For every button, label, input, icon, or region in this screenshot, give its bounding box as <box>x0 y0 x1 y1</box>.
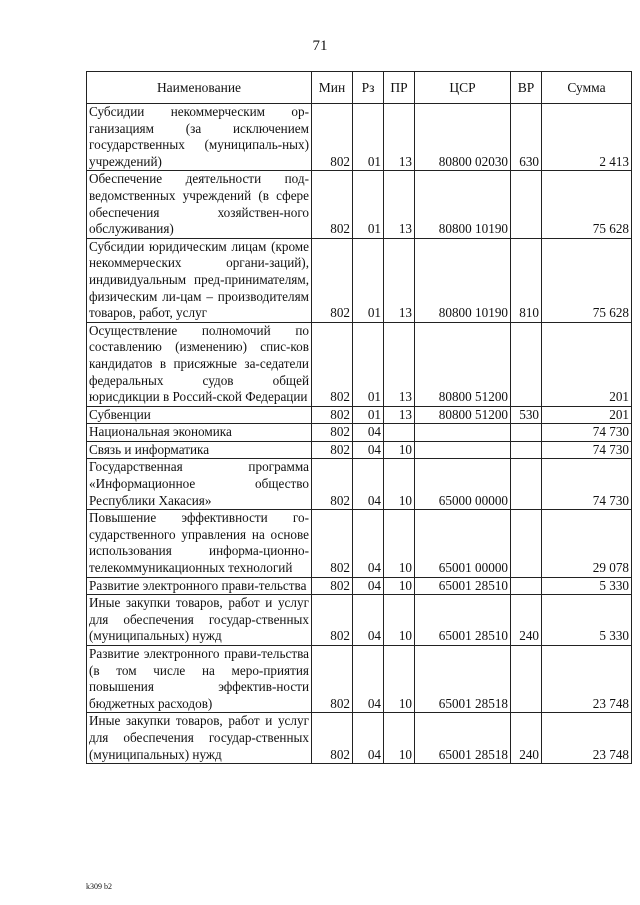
cell-pr: 13 <box>384 322 415 406</box>
cell-name: Субсидии юридическим лицам (кроме некоммерческих органи-заций), индивидуальным пред-принимателям, физическим ли-цам – производителям товаров, работ, услуг <box>87 238 312 322</box>
cell-pr: 13 <box>384 171 415 238</box>
cell-vr: 630 <box>511 104 542 171</box>
cell-min: 802 <box>312 406 353 424</box>
cell-csr: 65001 28518 <box>415 646 511 713</box>
cell-name: Повышение эффективности го-сударственного управления на основе использования информа-ционно-телекоммуникационных технологий <box>87 510 312 577</box>
cell-rz: 04 <box>353 713 384 764</box>
cell-name: Государственная программа «Информационное общество Республики Хакасия» <box>87 459 312 510</box>
cell-rz: 01 <box>353 238 384 322</box>
cell-vr <box>511 646 542 713</box>
cell-rz: 04 <box>353 459 384 510</box>
cell-csr: 65001 28510 <box>415 577 511 595</box>
cell-sum: 5 330 <box>542 577 632 595</box>
cell-csr: 65001 28510 <box>415 595 511 646</box>
cell-sum: 23 748 <box>542 713 632 764</box>
table-row <box>87 510 632 577</box>
cell-sum: 74 730 <box>542 441 632 459</box>
cell-sum: 75 628 <box>542 238 632 322</box>
cell-min: 802 <box>312 459 353 510</box>
cell-name: Субсидии некоммерческим ор-ганизациям (за исключением государственных (муниципаль-ных) учреждений) <box>87 104 312 171</box>
table-row <box>87 646 632 713</box>
table-row <box>87 459 632 510</box>
header-min: Мин <box>312 72 353 104</box>
cell-vr <box>511 322 542 406</box>
cell-sum: 5 330 <box>542 595 632 646</box>
cell-pr: 10 <box>384 459 415 510</box>
cell-csr <box>415 441 511 459</box>
header-sum: Сумма <box>542 72 632 104</box>
cell-vr: 530 <box>511 406 542 424</box>
cell-pr: 10 <box>384 441 415 459</box>
table-row <box>87 171 632 238</box>
cell-pr: 10 <box>384 713 415 764</box>
cell-pr: 10 <box>384 595 415 646</box>
cell-pr: 13 <box>384 104 415 171</box>
cell-vr: 240 <box>511 713 542 764</box>
cell-min: 802 <box>312 595 353 646</box>
header-rz: Рз <box>353 72 384 104</box>
cell-sum: 2 413 <box>542 104 632 171</box>
cell-name: Национальная экономика <box>87 424 312 442</box>
cell-pr: 10 <box>384 510 415 577</box>
cell-name: Иные закупки товаров, работ и услуг для обеспечения государ-ственных (муниципальных) нужд <box>87 713 312 764</box>
table-header-row <box>87 72 632 104</box>
header-csr: ЦСР <box>415 72 511 104</box>
cell-sum: 201 <box>542 322 632 406</box>
cell-min: 802 <box>312 713 353 764</box>
cell-min: 802 <box>312 424 353 442</box>
cell-min: 802 <box>312 322 353 406</box>
cell-vr <box>511 577 542 595</box>
cell-pr: 10 <box>384 646 415 713</box>
cell-vr <box>511 459 542 510</box>
cell-min: 802 <box>312 577 353 595</box>
cell-rz: 04 <box>353 577 384 595</box>
table-row <box>87 424 632 442</box>
cell-vr <box>511 171 542 238</box>
cell-pr: 10 <box>384 577 415 595</box>
cell-min: 802 <box>312 646 353 713</box>
cell-min: 802 <box>312 441 353 459</box>
cell-vr <box>511 510 542 577</box>
table-row <box>87 595 632 646</box>
table-row <box>87 322 632 406</box>
table-row <box>87 238 632 322</box>
cell-vr: 240 <box>511 595 542 646</box>
cell-rz: 01 <box>353 104 384 171</box>
cell-name: Развитие электронного прави-тельства (в том числе на меро-приятия повышения эффектив-ности бюджетных расходов) <box>87 646 312 713</box>
cell-min: 802 <box>312 510 353 577</box>
cell-vr <box>511 424 542 442</box>
cell-rz: 04 <box>353 510 384 577</box>
cell-rz: 04 <box>353 441 384 459</box>
cell-sum: 23 748 <box>542 646 632 713</box>
cell-csr: 65001 00000 <box>415 510 511 577</box>
cell-csr: 80800 10190 <box>415 238 511 322</box>
cell-csr: 80800 51200 <box>415 406 511 424</box>
cell-sum: 75 628 <box>542 171 632 238</box>
cell-name: Субвенции <box>87 406 312 424</box>
cell-pr: 13 <box>384 406 415 424</box>
table-row <box>87 713 632 764</box>
cell-sum: 74 730 <box>542 424 632 442</box>
table-row <box>87 577 632 595</box>
cell-rz: 04 <box>353 646 384 713</box>
cell-rz: 04 <box>353 424 384 442</box>
cell-rz: 04 <box>353 595 384 646</box>
cell-name: Связь и информатика <box>87 441 312 459</box>
cell-sum: 29 078 <box>542 510 632 577</box>
cell-name: Развитие электронного прави-тельства <box>87 577 312 595</box>
cell-name: Обеспечение деятельности под-ведомственных учреждений (в сфере обеспечения хозяйствен-ного обслуживания) <box>87 171 312 238</box>
budget-table <box>86 71 632 764</box>
header-name: Наименование <box>87 72 312 104</box>
cell-sum: 201 <box>542 406 632 424</box>
cell-min: 802 <box>312 238 353 322</box>
header-vr: ВР <box>511 72 542 104</box>
header-pr: ПР <box>384 72 415 104</box>
cell-csr: 65000 00000 <box>415 459 511 510</box>
table-row <box>87 441 632 459</box>
cell-min: 802 <box>312 104 353 171</box>
cell-rz: 01 <box>353 322 384 406</box>
cell-name: Осуществление полномочий по составлению (изменению) спис-ков кандидатов в присяжные за-седатели федеральных судов общей юрисдикции в Россий-ской Федерации <box>87 322 312 406</box>
cell-min: 802 <box>312 171 353 238</box>
page-number: 71 <box>312 38 328 54</box>
table-row <box>87 406 632 424</box>
cell-name: Иные закупки товаров, работ и услуг для обеспечения государ-ственных (муниципальных) нужд <box>87 595 312 646</box>
cell-sum: 74 730 <box>542 459 632 510</box>
cell-csr <box>415 424 511 442</box>
cell-csr: 65001 28518 <box>415 713 511 764</box>
cell-csr: 80800 10190 <box>415 171 511 238</box>
cell-pr <box>384 424 415 442</box>
cell-vr <box>511 441 542 459</box>
cell-pr: 13 <box>384 238 415 322</box>
cell-rz: 01 <box>353 171 384 238</box>
footer-code: k309 b2 <box>86 882 112 891</box>
table-row <box>87 104 632 171</box>
cell-rz: 01 <box>353 406 384 424</box>
cell-csr: 80800 02030 <box>415 104 511 171</box>
cell-vr: 810 <box>511 238 542 322</box>
cell-csr: 80800 51200 <box>415 322 511 406</box>
